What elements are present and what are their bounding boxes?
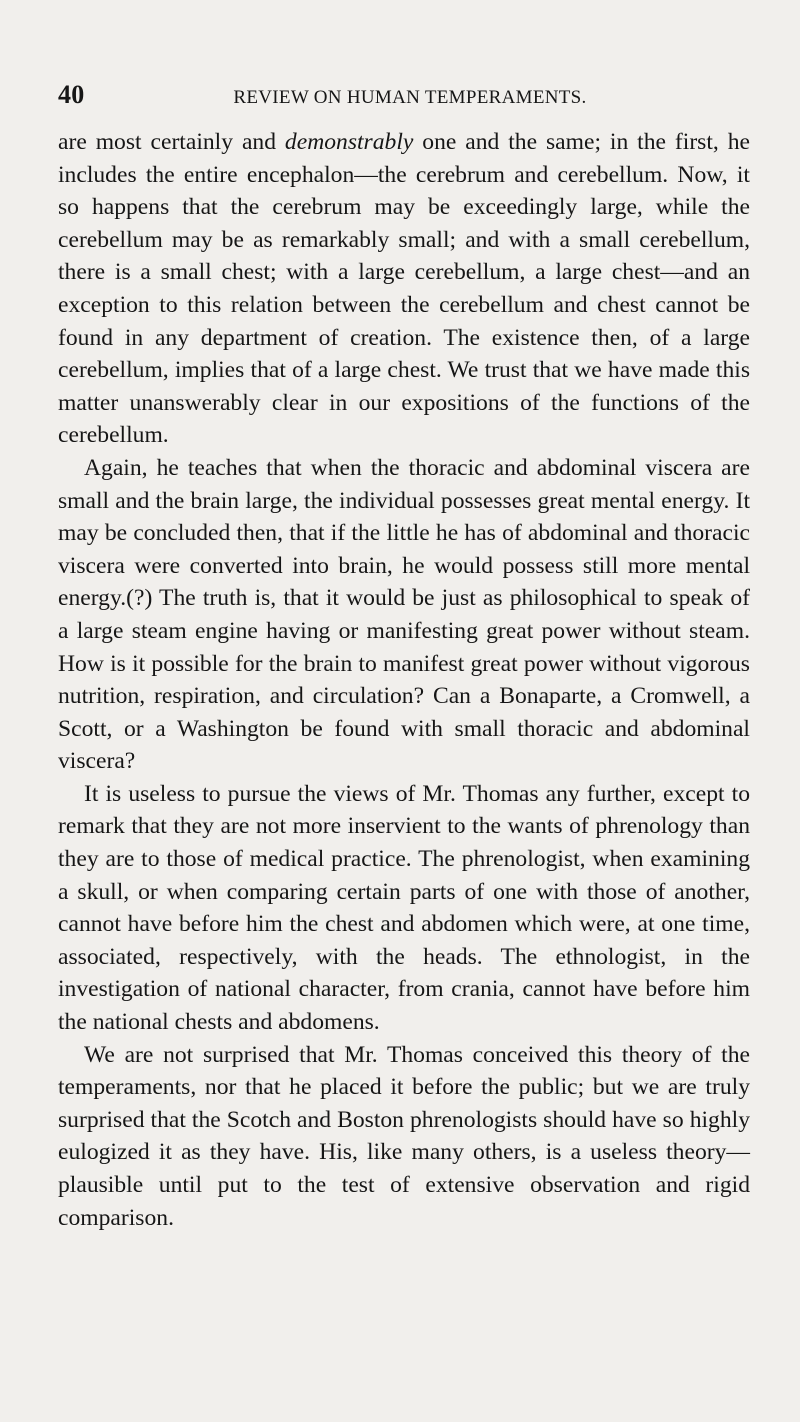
paragraph-text: are most certainly and: [58, 129, 285, 155]
paragraph: We are not surprised that Mr. Thomas conceived this theory of the temperaments, nor that he placed it before the public; but we are truly surprised that the Scotch and Boston phrenologists should have so highly eulogized it as they have. His, like many others, is a useless theory—plausible until put to the test of extensive observation and rigid comparison.: [58, 1041, 750, 1231]
italic-word: demonstrably: [284, 129, 414, 155]
text-body: [58, 126, 750, 1234]
paragraph: Again, he teaches that when the thoracic and abdominal viscera are small and the brain large, the individual possesses great mental energy. It may be concluded then, that if the little he has of abdominal and thoracic viscera were converted into brain, he would possess still more mental energy.(?) The truth is, that it would be just as philosophical to speak of a large steam engine having or manifesting great power without steam. How is it possible for the brain to manifest great power without vigorous nutrition, respiration, and circulation? Can a Bonaparte, a Cromwell, a Scott, or a Washington be found with small thoracic and abdominal viscera?: [58, 454, 750, 775]
running-title: REVIEW ON HUMAN TEMPERAMENTS.: [233, 87, 587, 108]
paragraph: It is useless to pursue the views of Mr. Thomas any further, except to remark that they are not more inservient to the wants of phrenology than they are to those of medical practice. The phrenologist, when examining a skull, or when comparing certain parts of one with those of another, cannot have before him the chest and abdomen which were, at one time, associated, respectively, with the heads. The ethnologist, in the investigation of national character, from crania, cannot have before him the national chests and abdomens.: [58, 780, 750, 1036]
running-head: [58, 80, 750, 120]
page-number: 40: [58, 80, 85, 109]
paragraph-continued: [58, 126, 750, 452]
paragraph-text: one and the same; in the first, he includes the entire encephalon—the cerebrum and cerebellum. Now, it so happens that the cerebrum may be exceedingly large, while the cerebellum may be as remarkably small; and with a small cerebellum, there is a small chest; with a large cerebellum, a large chest—and an exception to this relation between the cerebellum and chest cannot be found in any department of creation. The existence then, of a large cerebellum, implies that of a large chest. We trust that we have made this matter unanswerably clear in our expositions of the functions of the cerebellum.: [58, 129, 750, 449]
